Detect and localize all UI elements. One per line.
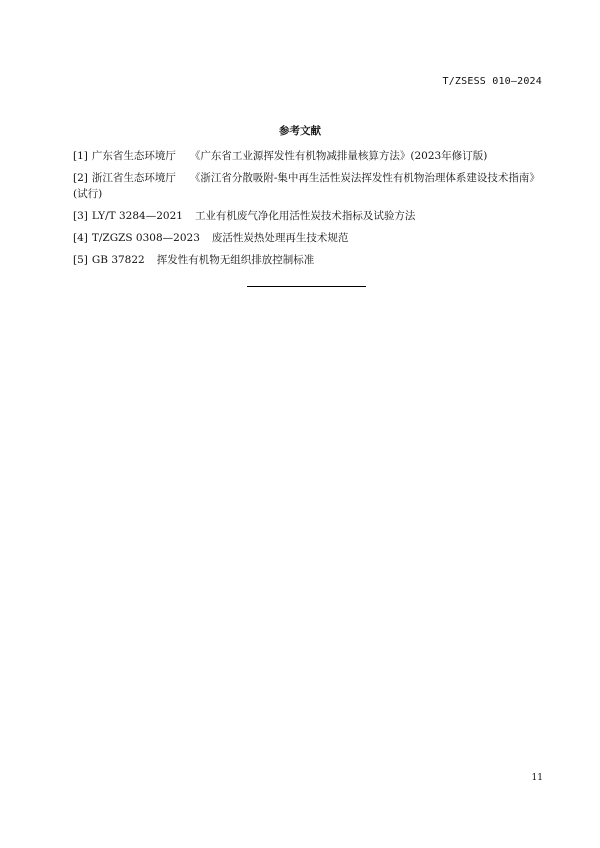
reference-number: [5] [73,253,88,266]
reference-item-4 [73,230,543,247]
reference-item-2 [73,170,543,203]
reference-title: 《浙江省分散吸附-集中再生活性炭法挥发性有机物治理体系建设技术指南》(试行) [73,171,540,201]
end-rule [247,286,366,287]
reference-list [73,148,543,273]
page-number: 11 [531,773,543,783]
standard-code: T/ZSESS 010—2024 [442,76,542,87]
reference-code: T/ZGZS 0308—2023 [91,231,200,244]
reference-code: GB 37822 [91,253,145,266]
reference-author: 广东省生态环境厅 [91,150,176,162]
reference-number: [1] [73,150,88,162]
reference-title: 挥发性有机物无组织排放控制标准 [156,253,315,266]
reference-number: [4] [73,231,88,244]
reference-title: 废活性炭热处理再生技术规范 [211,231,349,244]
reference-item-1 [73,148,543,165]
section-title: 参考文献 [279,125,321,137]
reference-code: LY/T 3284—2021 [91,210,183,223]
reference-number: [2] [73,171,88,184]
reference-number: [3] [73,210,88,223]
reference-title: 《广东省工业源挥发性有机物减排量核算方法》(2023年修订版) [189,150,488,162]
reference-title: 工业有机废气净化用活性炭技术指标及试验方法 [194,210,416,223]
reference-item-3 [73,208,543,225]
reference-author: 浙江省生态环境厅 [91,171,176,184]
reference-item-5 [73,252,543,269]
